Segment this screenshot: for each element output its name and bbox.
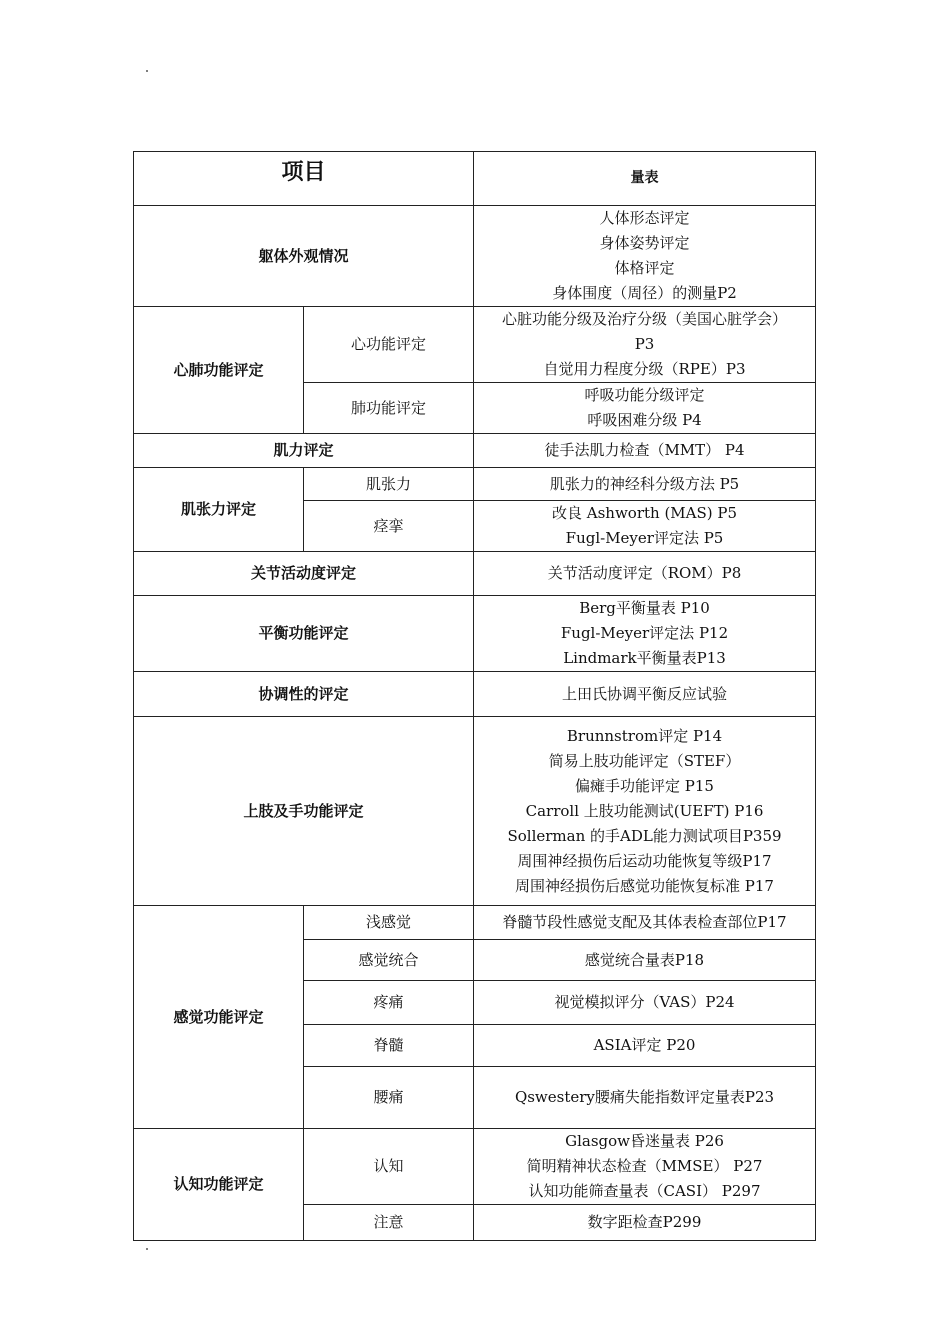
subcategory-cell: 腰痛 bbox=[304, 1067, 474, 1129]
scale-line: 人体形态评定 bbox=[599, 209, 690, 227]
category-cell: 感觉功能评定 bbox=[134, 906, 304, 1129]
scale-cell bbox=[474, 206, 816, 307]
scale-line: 上田氏协调平衡反应试验 bbox=[562, 684, 728, 703]
scale-line: 心脏功能分级及治疗分级（美国心脏学会） bbox=[502, 310, 788, 328]
scale-line: 自觉用力程度分级（RPE）P3 bbox=[543, 360, 746, 378]
table-row bbox=[134, 307, 816, 383]
scale-cell bbox=[474, 672, 816, 717]
scale-line: 数字距检查P299 bbox=[587, 1213, 702, 1231]
table-row bbox=[134, 552, 816, 596]
scale-cell bbox=[474, 1129, 816, 1205]
scale-cell bbox=[474, 1205, 816, 1241]
subcategory-cell: 肺功能评定 bbox=[304, 383, 474, 434]
scale-cell bbox=[474, 552, 816, 596]
scale-line: 呼吸困难分级 P4 bbox=[587, 411, 702, 429]
scale-line: 周围神经损伤后感觉功能恢复标准 P17 bbox=[515, 876, 774, 895]
scale-line: Fugl-Meyer评定法 P5 bbox=[565, 529, 724, 547]
category-cell: 肌张力评定 bbox=[134, 468, 304, 552]
scale-cell: 视觉模拟评分（VAS）P24 bbox=[474, 981, 816, 1025]
scale-line: 周围神经损伤后运动功能恢复等级P17 bbox=[517, 851, 772, 870]
category-cell: 关节活动度评定 bbox=[134, 552, 474, 596]
scale-cell bbox=[474, 434, 816, 468]
header-scale: 量表 bbox=[474, 152, 816, 206]
subcategory-cell: 脊髓 bbox=[304, 1025, 474, 1067]
scale-line: Fugl-Meyer评定法 P12 bbox=[560, 624, 729, 642]
scale-line: P3 bbox=[634, 335, 655, 353]
subcategory-cell: 痉挛 bbox=[304, 501, 474, 552]
scale-line: 改良 Ashworth (MAS) P5 bbox=[551, 504, 738, 522]
assessment-table bbox=[133, 151, 816, 1241]
table-row bbox=[134, 717, 816, 906]
subcategory-cell: 疼痛 bbox=[304, 981, 474, 1025]
scale-cell bbox=[474, 501, 816, 552]
subcategory-cell: 浅感觉 bbox=[304, 906, 474, 940]
scale-line: 偏瘫手功能评定 P15 bbox=[575, 776, 714, 795]
subcategory-cell: 心功能评定 bbox=[304, 307, 474, 383]
scale-cell: ASIA评定 P20 bbox=[474, 1025, 816, 1067]
scale-line: 简易上肢功能评定（STEF） bbox=[548, 751, 741, 770]
scale-line: Carroll 上肢功能测试(UEFT) P16 bbox=[525, 801, 764, 820]
scale-line: Glasgow昏迷量表 P26 bbox=[565, 1132, 724, 1150]
category-cell: 协调性的评定 bbox=[134, 672, 474, 717]
scale-cell: 感觉统合量表P18 bbox=[474, 940, 816, 981]
table-row bbox=[134, 434, 816, 468]
subcategory-cell: 感觉统合 bbox=[304, 940, 474, 981]
subcategory-cell: 肌张力 bbox=[304, 468, 474, 501]
scale-line: Lindmark平衡量表P13 bbox=[563, 649, 726, 667]
scale-cell bbox=[474, 717, 816, 906]
scale-cell bbox=[474, 468, 816, 501]
category-cell: 认知功能评定 bbox=[134, 1129, 304, 1241]
category-cell: 上肢及手功能评定 bbox=[134, 717, 474, 906]
table-row bbox=[134, 906, 816, 940]
scale-line: Berg平衡量表 P10 bbox=[579, 599, 710, 617]
scale-line: 关节活动度评定（ROM）P8 bbox=[547, 564, 742, 582]
page-dot-top bbox=[146, 70, 148, 72]
scale-line: 认知功能筛查量表（CASI） P297 bbox=[528, 1182, 761, 1200]
scale-line: 呼吸功能分级评定 bbox=[584, 386, 705, 404]
scale-cell bbox=[474, 383, 816, 434]
table-row bbox=[134, 1129, 816, 1205]
scale-line: 徒手法肌力检查（MMT） P4 bbox=[544, 441, 745, 459]
scale-line: 体格评定 bbox=[614, 259, 675, 277]
scale-line: 简明精神状态检查（MMSE） P27 bbox=[526, 1157, 763, 1175]
category-cell: 心肺功能评定 bbox=[134, 307, 304, 434]
table-row bbox=[134, 206, 816, 307]
page-dot-bottom bbox=[146, 1248, 148, 1250]
scale-line: 身体姿势评定 bbox=[599, 234, 690, 252]
table-header-row bbox=[134, 152, 816, 206]
scale-line: 肌张力的神经科分级方法 P5 bbox=[549, 474, 740, 493]
scale-cell bbox=[474, 307, 816, 383]
scale-cell bbox=[474, 596, 816, 672]
header-item: 项目 bbox=[134, 152, 474, 206]
scale-line: Sollerman 的手ADL能力测试项目P359 bbox=[507, 826, 782, 845]
scale-cell: 脊髓节段性感觉支配及其体表检查部位P17 bbox=[474, 906, 816, 940]
category-cell: 平衡功能评定 bbox=[134, 596, 474, 672]
scale-cell: Qswestery腰痛失能指数评定量表P23 bbox=[474, 1067, 816, 1129]
table-row bbox=[134, 596, 816, 672]
category-cell: 躯体外观情况 bbox=[134, 206, 474, 307]
category-cell: 肌力评定 bbox=[134, 434, 474, 468]
scale-line: Brunnstrom评定 P14 bbox=[566, 726, 723, 745]
table-row bbox=[134, 672, 816, 717]
subcategory-cell: 注意 bbox=[304, 1205, 474, 1241]
table-row bbox=[134, 468, 816, 501]
scale-line: 身体围度（周径）的测量P2 bbox=[552, 284, 737, 302]
subcategory-cell: 认知 bbox=[304, 1129, 474, 1205]
